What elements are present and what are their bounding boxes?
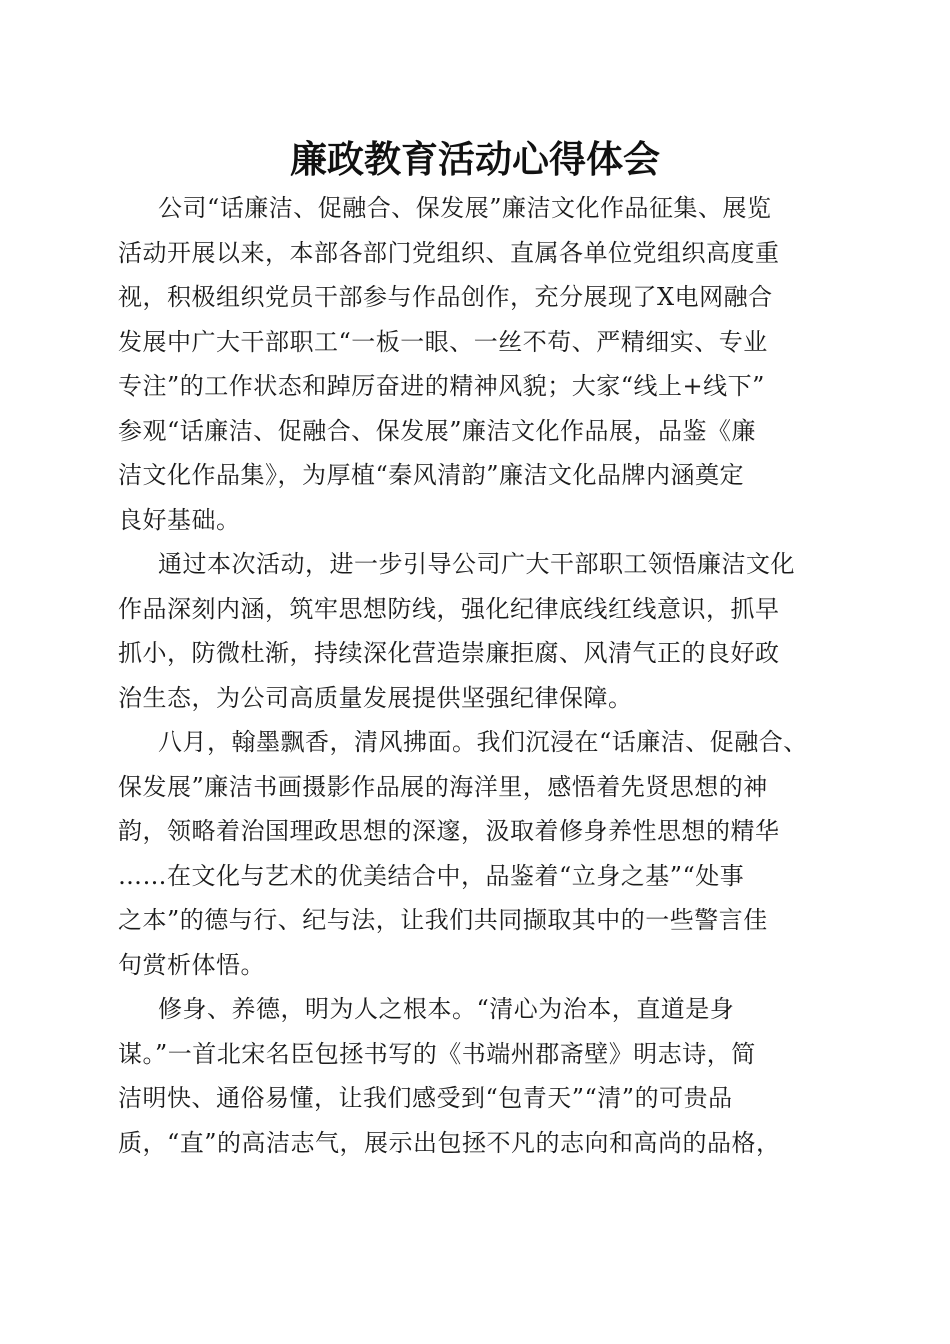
paragraph-line: 质，“直”的高洁志气，展示出包拯不凡的志向和高尚的品格， <box>118 1128 781 1157</box>
paragraph-line: 修身、养德，明为人之根本。“清心为治本，直道是身 <box>158 995 735 1023</box>
paragraph-line: 八月，翰墨飘香，清风拂面。我们沉浸在“话廉洁、促融合、 <box>158 728 808 756</box>
paragraph-line: 视，积极组织党员干部参与作品创作，充分展现了X电网融合 <box>118 283 773 311</box>
paragraph-line: 洁文化作品集》，为厚植“秦风清韵”廉洁文化品牌内涵奠定 <box>118 461 745 489</box>
paragraph-line: 治生态，为公司高质量发展提供坚强纪律保障。 <box>118 683 633 712</box>
paragraph-line: 公司“话廉洁、促融合、保发展”廉洁文化作品征集、展览 <box>158 194 772 222</box>
paragraph-line: 良好基础。 <box>118 505 241 534</box>
paragraph-line: 谋。”一首北宋名臣包拯书写的《书端州郡斋壁》明志诗，简 <box>118 1039 756 1068</box>
paragraph-line: 通过本次活动，进一步引导公司广大干部职工领悟廉洁文化 <box>158 550 795 578</box>
document-body <box>118 186 830 1165</box>
paragraph-line: 抓小，防微杜渐，持续深化营造崇廉拒腐、风清气正的良好政 <box>118 639 780 667</box>
paragraph-2 <box>118 542 830 720</box>
paragraph-line: 韵，领略着治国理政思想的深邃，汲取着修身养性思想的精华 <box>118 817 780 845</box>
paragraph-line: 之本”的德与行、纪与法，让我们共同撷取其中的一些警言佳 <box>118 906 768 934</box>
paragraph-line: 发展中广大干部职工“一板一眼、一丝不苟、严精细实、专业 <box>118 327 768 356</box>
paragraph-3 <box>118 720 830 987</box>
paragraph-line: 洁明快、通俗易懂，让我们感受到“包青天”“清”的可贵品 <box>118 1084 733 1112</box>
paragraph-line: 专注”的工作状态和踔厉奋进的精神风貌；大家“线上+线下” <box>118 372 765 400</box>
document-title: 廉政教育活动心得体会 <box>290 137 660 181</box>
paragraph-line: ……在文化与艺术的优美结合中，品鉴着“立身之基”“处事 <box>118 861 745 890</box>
paragraph-line: 句赏析体悟。 <box>118 950 265 979</box>
paragraph-line: 参观“话廉洁、促融合、保发展”廉洁文化作品展，品鉴《廉 <box>118 416 757 445</box>
paragraph-line: 保发展”廉洁书画摄影作品展的海洋里，感悟着先贤思想的神 <box>118 772 768 801</box>
paragraph-1 <box>118 186 830 542</box>
paragraph-line: 作品深刻内涵，筑牢思想防线，强化纪律底线红线意识，抓早 <box>118 594 780 623</box>
paragraph-4 <box>118 987 830 1165</box>
paragraph-line: 活动开展以来，本部各部门党组织、直属各单位党组织高度重 <box>118 238 780 267</box>
